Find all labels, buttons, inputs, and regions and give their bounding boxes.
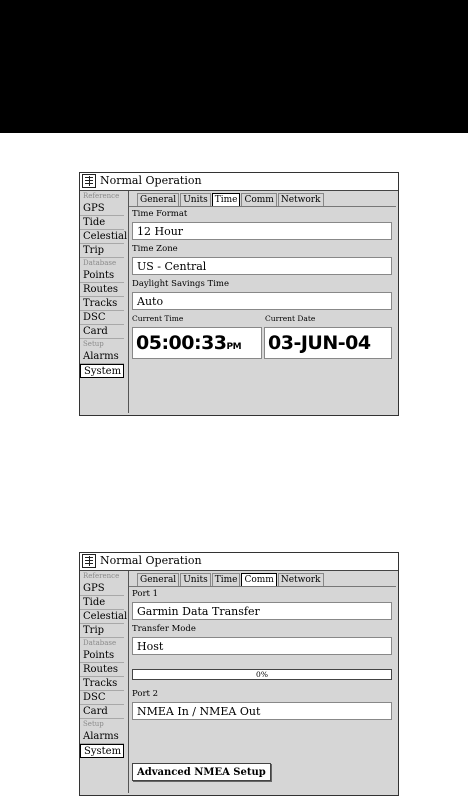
current-date-label: Current Date — [265, 314, 316, 323]
sidebar-item-dsc[interactable]: DSC — [80, 691, 124, 705]
sidebar-item-tracks[interactable]: Tracks — [80, 677, 124, 691]
tab-general[interactable]: General — [137, 573, 179, 586]
sidebar-item-alarms[interactable]: Alarms — [80, 730, 124, 744]
sidebar-item-celestial[interactable]: Celestial — [80, 230, 124, 244]
am-pm-indicator: PM — [226, 342, 242, 352]
sidebar-item-routes[interactable]: Routes — [80, 663, 124, 677]
sidebar-item-routes[interactable]: Routes — [80, 283, 124, 297]
sidebar-item-points[interactable]: Points — [80, 269, 124, 283]
sidebar-section-label: Reference — [83, 572, 120, 580]
title-bar — [80, 173, 398, 191]
title-bar — [80, 553, 398, 571]
time-zone-label: Time Zone — [132, 244, 178, 254]
content-panel — [128, 571, 396, 793]
port1-field[interactable]: Garmin Data Transfer — [132, 602, 392, 620]
time-zone-field[interactable]: US - Central — [132, 257, 392, 275]
time-settings-screen — [79, 172, 399, 416]
sidebar-section-label: Setup — [83, 340, 104, 348]
content-panel — [128, 191, 396, 413]
sidebar-section-label: Reference — [83, 192, 120, 200]
sidebar-item-system[interactable]: System — [80, 744, 124, 758]
sidebar-item-gps[interactable]: GPS — [80, 202, 124, 216]
tab-units[interactable]: Units — [180, 573, 211, 586]
tab-network[interactable]: Network — [278, 193, 324, 206]
tab-comm[interactable]: Comm — [241, 573, 276, 586]
sidebar-item-tide[interactable]: Tide — [80, 216, 124, 230]
sidebar — [80, 191, 127, 415]
progress-text: 0% — [256, 670, 268, 679]
sidebar-section-label: Database — [83, 259, 117, 267]
sidebar — [80, 571, 127, 795]
tab-bar — [137, 573, 325, 586]
dst-field[interactable]: Auto — [132, 292, 392, 310]
tab-bar — [137, 193, 325, 206]
sidebar-item-points[interactable]: Points — [80, 649, 124, 663]
sidebar-item-tracks[interactable]: Tracks — [80, 297, 124, 311]
transfer-mode-label: Transfer Mode — [132, 624, 196, 634]
sidebar-item-celestial[interactable]: Celestial — [80, 610, 124, 624]
sidebar-item-dsc[interactable]: DSC — [80, 311, 124, 325]
tab-comm[interactable]: Comm — [241, 193, 276, 206]
window-title: Normal Operation — [100, 174, 202, 187]
sidebar-item-card[interactable]: Card — [80, 325, 124, 339]
port1-label: Port 1 — [132, 589, 159, 599]
tab-general[interactable]: General — [137, 193, 179, 206]
current-time-label: Current Time — [132, 314, 184, 323]
dst-label: Daylight Savings Time — [132, 279, 230, 289]
sidebar-item-card[interactable]: Card — [80, 705, 124, 719]
sidebar-item-trip[interactable]: Trip — [80, 244, 124, 258]
current-time-display — [132, 327, 262, 359]
tab-time[interactable]: Time — [212, 193, 241, 206]
sidebar-section-label: Setup — [83, 720, 104, 728]
comm-settings-screen — [79, 552, 399, 796]
current-date-display: 03-JUN-04 — [264, 327, 392, 359]
sidebar-item-system[interactable]: System — [80, 364, 124, 378]
advanced-nmea-setup-button[interactable]: Advanced NMEA Setup — [132, 763, 271, 781]
header-bar — [0, 0, 468, 133]
port2-field[interactable]: NMEA In / NMEA Out — [132, 702, 392, 720]
sidebar-section-label: Database — [83, 639, 117, 647]
grid-icon — [82, 174, 96, 188]
current-time-value: 05:00:33 — [136, 332, 227, 354]
port2-label: Port 2 — [132, 689, 159, 699]
divider — [129, 586, 396, 587]
tab-units[interactable]: Units — [180, 193, 211, 206]
tab-time[interactable]: Time — [212, 573, 241, 586]
transfer-progress-bar — [132, 669, 392, 680]
window-title: Normal Operation — [100, 554, 202, 567]
time-format-field[interactable]: 12 Hour — [132, 222, 392, 240]
sidebar-item-gps[interactable]: GPS — [80, 582, 124, 596]
sidebar-item-trip[interactable]: Trip — [80, 624, 124, 638]
transfer-mode-field[interactable]: Host — [132, 637, 392, 655]
sidebar-item-tide[interactable]: Tide — [80, 596, 124, 610]
divider — [129, 206, 396, 207]
tab-network[interactable]: Network — [278, 573, 324, 586]
grid-icon — [82, 554, 96, 568]
sidebar-item-alarms[interactable]: Alarms — [80, 350, 124, 364]
time-format-label: Time Format — [132, 209, 188, 219]
